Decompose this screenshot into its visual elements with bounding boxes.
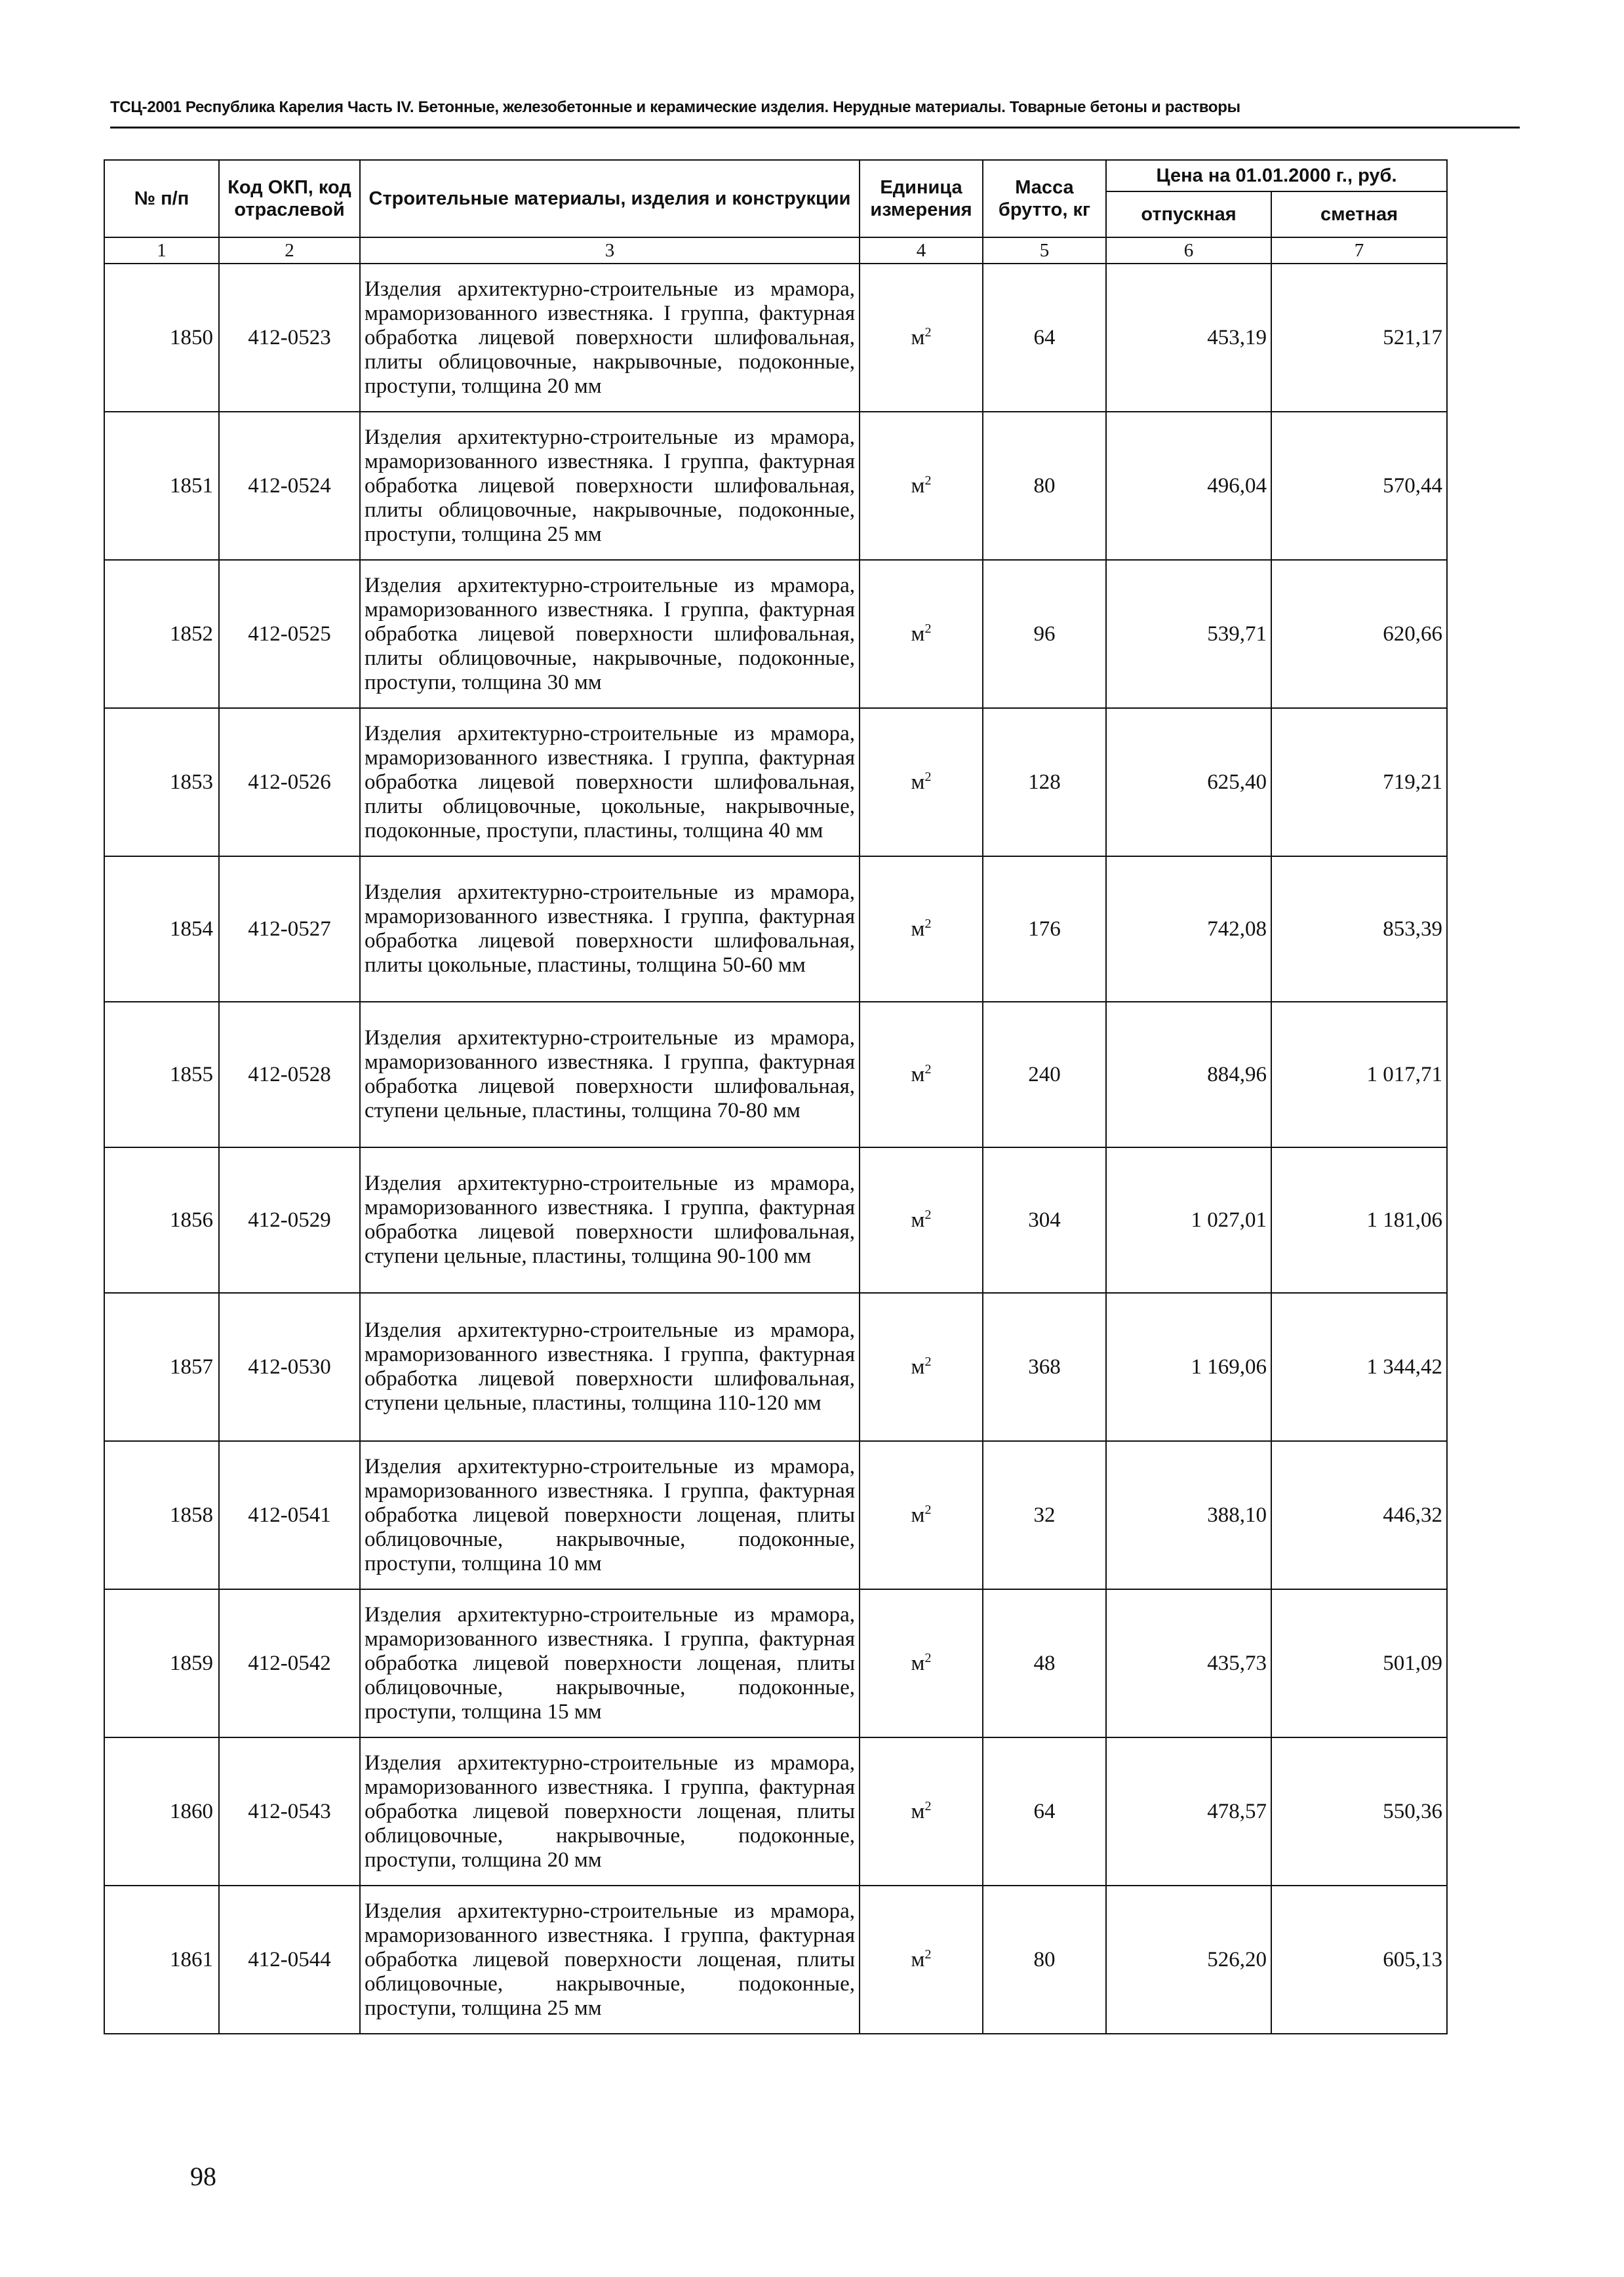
unit-cell xyxy=(860,412,983,560)
mass-cell: 48 xyxy=(983,1589,1106,1737)
row-number: 1856 xyxy=(104,1147,219,1293)
price-release-cell: 478,57 xyxy=(1106,1737,1271,1886)
price-release-cell: 435,73 xyxy=(1106,1589,1271,1737)
okp-code: 412-0527 xyxy=(219,856,360,1002)
col-header-price-group: Цена на 01.01.2000 г., руб. xyxy=(1106,160,1447,191)
okp-code: 412-0524 xyxy=(219,412,360,560)
column-number: 7 xyxy=(1271,237,1447,264)
unit-cell xyxy=(860,708,983,856)
unit-power: 2 xyxy=(924,1650,932,1665)
unit-symbol: м xyxy=(911,473,925,498)
mass-cell: 80 xyxy=(983,412,1106,560)
price-estimate-cell: 550,36 xyxy=(1271,1737,1447,1886)
material-description: Изделия архитектурно-строительные из мрамора, мраморизованного известняка. I группа, фактурная обработка лицевой поверхности шлифовальная, плиты облицовочные, накрывочные, подоконные, проступи, толщина 30 мм xyxy=(360,560,860,708)
price-release-cell: 742,08 xyxy=(1106,856,1271,1002)
price-release-cell: 496,04 xyxy=(1106,412,1271,560)
mass-cell: 304 xyxy=(983,1147,1106,1293)
col-header-unit: Единица измерения xyxy=(860,160,983,237)
price-estimate-cell: 620,66 xyxy=(1271,560,1447,708)
table-row xyxy=(104,1886,1447,2034)
col-header-mass: Масса брутто, кг xyxy=(983,160,1106,237)
unit-power: 2 xyxy=(924,916,932,931)
unit-power: 2 xyxy=(924,1061,932,1077)
unit-symbol: м xyxy=(911,1355,925,1379)
row-number: 1858 xyxy=(104,1441,219,1589)
price-estimate-cell: 501,09 xyxy=(1271,1589,1447,1737)
unit-symbol: м xyxy=(911,325,925,349)
price-table xyxy=(104,159,1448,2034)
table-row xyxy=(104,1589,1447,1737)
unit-power: 2 xyxy=(924,1502,932,1517)
page-number: 98 xyxy=(190,2162,216,2191)
price-estimate-cell: 719,21 xyxy=(1271,708,1447,856)
material-description: Изделия архитектурно-строительные из мрамора, мраморизованного известняка. I группа, фактурная обработка лицевой поверхности шлифовальная, ступени цельные, пластины, толщина 110-120 мм xyxy=(360,1293,860,1441)
unit-cell xyxy=(860,1441,983,1589)
col-header-price-estimate: сметная xyxy=(1271,191,1447,237)
price-estimate-cell: 1 017,71 xyxy=(1271,1002,1447,1147)
unit-symbol: м xyxy=(911,1062,925,1086)
unit-symbol: м xyxy=(911,770,925,794)
column-number: 5 xyxy=(983,237,1106,264)
okp-code: 412-0541 xyxy=(219,1441,360,1589)
unit-symbol: м xyxy=(911,917,925,941)
unit-cell xyxy=(860,1002,983,1147)
mass-cell: 80 xyxy=(983,1886,1106,2034)
table-row xyxy=(104,1002,1447,1147)
column-number: 6 xyxy=(1106,237,1271,264)
column-number-row xyxy=(104,237,1447,264)
price-estimate-cell: 853,39 xyxy=(1271,856,1447,1002)
unit-power: 2 xyxy=(924,621,932,636)
row-number: 1860 xyxy=(104,1737,219,1886)
price-release-cell: 539,71 xyxy=(1106,560,1271,708)
unit-cell xyxy=(860,264,983,412)
price-release-cell: 1 027,01 xyxy=(1106,1147,1271,1293)
table-row xyxy=(104,264,1447,412)
price-release-cell: 526,20 xyxy=(1106,1886,1271,2034)
unit-power: 2 xyxy=(924,1947,932,1962)
price-estimate-cell: 521,17 xyxy=(1271,264,1447,412)
header-rule xyxy=(110,127,1520,129)
material-description: Изделия архитектурно-строительные из мрамора, мраморизованного известняка. I группа, фактурная обработка лицевой поверхности лощеная, плиты облицовочные, накрывочные, подоконные, проступи, толщина 10 мм xyxy=(360,1441,860,1589)
unit-power: 2 xyxy=(924,325,932,340)
price-release-cell: 388,10 xyxy=(1106,1441,1271,1589)
mass-cell: 96 xyxy=(983,560,1106,708)
unit-symbol: м xyxy=(911,1208,925,1232)
row-number: 1851 xyxy=(104,412,219,560)
okp-code: 412-0530 xyxy=(219,1293,360,1441)
column-number: 3 xyxy=(360,237,860,264)
material-description: Изделия архитектурно-строительные из мрамора, мраморизованного известняка. I группа, фактурная обработка лицевой поверхности шлифовальная, ступени цельные, пластины, толщина 70-80 мм xyxy=(360,1002,860,1147)
row-number: 1850 xyxy=(104,264,219,412)
row-number: 1854 xyxy=(104,856,219,1002)
unit-power: 2 xyxy=(924,1798,932,1813)
unit-symbol: м xyxy=(911,1947,925,1971)
material-description: Изделия архитектурно-строительные из мрамора, мраморизованного известняка. I группа, фактурная обработка лицевой поверхности лощеная, плиты облицовочные, накрывочные, подоконные, проступи, толщина 15 мм xyxy=(360,1589,860,1737)
okp-code: 412-0544 xyxy=(219,1886,360,2034)
material-description: Изделия архитектурно-строительные из мрамора, мраморизованного известняка. I группа, фактурная обработка лицевой поверхности шлифовальная, плиты облицовочные, цокольные, накрывочные, подоконные, проступи, пластины, толщина 40 мм xyxy=(360,708,860,856)
table-row xyxy=(104,1293,1447,1441)
unit-power: 2 xyxy=(924,1207,932,1222)
material-description: Изделия архитектурно-строительные из мрамора, мраморизованного известняка. I группа, фактурная обработка лицевой поверхности лощеная, плиты облицовочные, накрывочные, подоконные, проступи, толщина 20 мм xyxy=(360,1737,860,1886)
column-number: 1 xyxy=(104,237,219,264)
mass-cell: 368 xyxy=(983,1293,1106,1441)
unit-power: 2 xyxy=(924,769,932,784)
price-release-cell: 453,19 xyxy=(1106,264,1271,412)
unit-symbol: м xyxy=(911,1651,925,1675)
mass-cell: 240 xyxy=(983,1002,1106,1147)
okp-code: 412-0525 xyxy=(219,560,360,708)
row-number: 1859 xyxy=(104,1589,219,1737)
okp-code: 412-0523 xyxy=(219,264,360,412)
material-description: Изделия архитектурно-строительные из мрамора, мраморизованного известняка. I группа, фактурная обработка лицевой поверхности шлифовальная, плиты облицовочные, накрывочные, подоконные, проступи, толщина 20 мм xyxy=(360,264,860,412)
table-body xyxy=(104,264,1447,2034)
row-number: 1853 xyxy=(104,708,219,856)
okp-code: 412-0542 xyxy=(219,1589,360,1737)
price-estimate-cell: 1 181,06 xyxy=(1271,1147,1447,1293)
price-estimate-cell: 1 344,42 xyxy=(1271,1293,1447,1441)
col-header-name: Строительные материалы, изделия и конструкции xyxy=(360,160,860,237)
unit-symbol: м xyxy=(911,622,925,646)
row-number: 1852 xyxy=(104,560,219,708)
column-number: 4 xyxy=(860,237,983,264)
material-description: Изделия архитектурно-строительные из мрамора, мраморизованного известняка. I группа, фактурная обработка лицевой поверхности шлифовальная, плиты облицовочные, накрывочные, подоконные, проступи, толщина 25 мм xyxy=(360,412,860,560)
unit-cell xyxy=(860,1886,983,2034)
price-estimate-cell: 446,32 xyxy=(1271,1441,1447,1589)
unit-power: 2 xyxy=(924,1354,932,1369)
mass-cell: 64 xyxy=(983,264,1106,412)
unit-power: 2 xyxy=(924,473,932,488)
unit-symbol: м xyxy=(911,1799,925,1823)
unit-symbol: м xyxy=(911,1503,925,1527)
okp-code: 412-0528 xyxy=(219,1002,360,1147)
material-description: Изделия архитектурно-строительные из мрамора, мраморизованного известняка. I группа, фактурная обработка лицевой поверхности шлифовальная, плиты цокольные, пластины, толщина 50-60 мм xyxy=(360,856,860,1002)
row-number: 1861 xyxy=(104,1886,219,2034)
running-header: ТСЦ-2001 Республика Карелия Часть IV. Бетонные, железобетонные и керамические изделия. Нерудные материалы. Товарные бетоны и растворы xyxy=(110,98,1240,116)
col-header-price-release: отпускная xyxy=(1106,191,1271,237)
mass-cell: 32 xyxy=(983,1441,1106,1589)
unit-cell xyxy=(860,1737,983,1886)
unit-cell xyxy=(860,560,983,708)
unit-cell xyxy=(860,1293,983,1441)
mass-cell: 128 xyxy=(983,708,1106,856)
price-estimate-cell: 605,13 xyxy=(1271,1886,1447,2034)
price-estimate-cell: 570,44 xyxy=(1271,412,1447,560)
col-header-num: № п/п xyxy=(104,160,219,237)
price-release-cell: 884,96 xyxy=(1106,1002,1271,1147)
unit-cell xyxy=(860,856,983,1002)
mass-cell: 64 xyxy=(983,1737,1106,1886)
table-row xyxy=(104,560,1447,708)
table-row xyxy=(104,1441,1447,1589)
okp-code: 412-0526 xyxy=(219,708,360,856)
okp-code: 412-0529 xyxy=(219,1147,360,1293)
table-row xyxy=(104,1737,1447,1886)
unit-cell xyxy=(860,1147,983,1293)
okp-code: 412-0543 xyxy=(219,1737,360,1886)
col-header-code: Код ОКП, код отраслевой xyxy=(219,160,360,237)
mass-cell: 176 xyxy=(983,856,1106,1002)
row-number: 1857 xyxy=(104,1293,219,1441)
table-row xyxy=(104,856,1447,1002)
price-release-cell: 1 169,06 xyxy=(1106,1293,1271,1441)
material-description: Изделия архитектурно-строительные из мрамора, мраморизованного известняка. I группа, фактурная обработка лицевой поверхности шлифовальная, ступени цельные, пластины, толщина 90-100 мм xyxy=(360,1147,860,1293)
table-row xyxy=(104,708,1447,856)
table-row xyxy=(104,1147,1447,1293)
unit-cell xyxy=(860,1589,983,1737)
material-description: Изделия архитектурно-строительные из мрамора, мраморизованного известняка. I группа, фактурная обработка лицевой поверхности лощеная, плиты облицовочные, накрывочные, подоконные, проступи, толщина 25 мм xyxy=(360,1886,860,2034)
column-number: 2 xyxy=(219,237,360,264)
price-release-cell: 625,40 xyxy=(1106,708,1271,856)
row-number: 1855 xyxy=(104,1002,219,1147)
table-row xyxy=(104,412,1447,560)
